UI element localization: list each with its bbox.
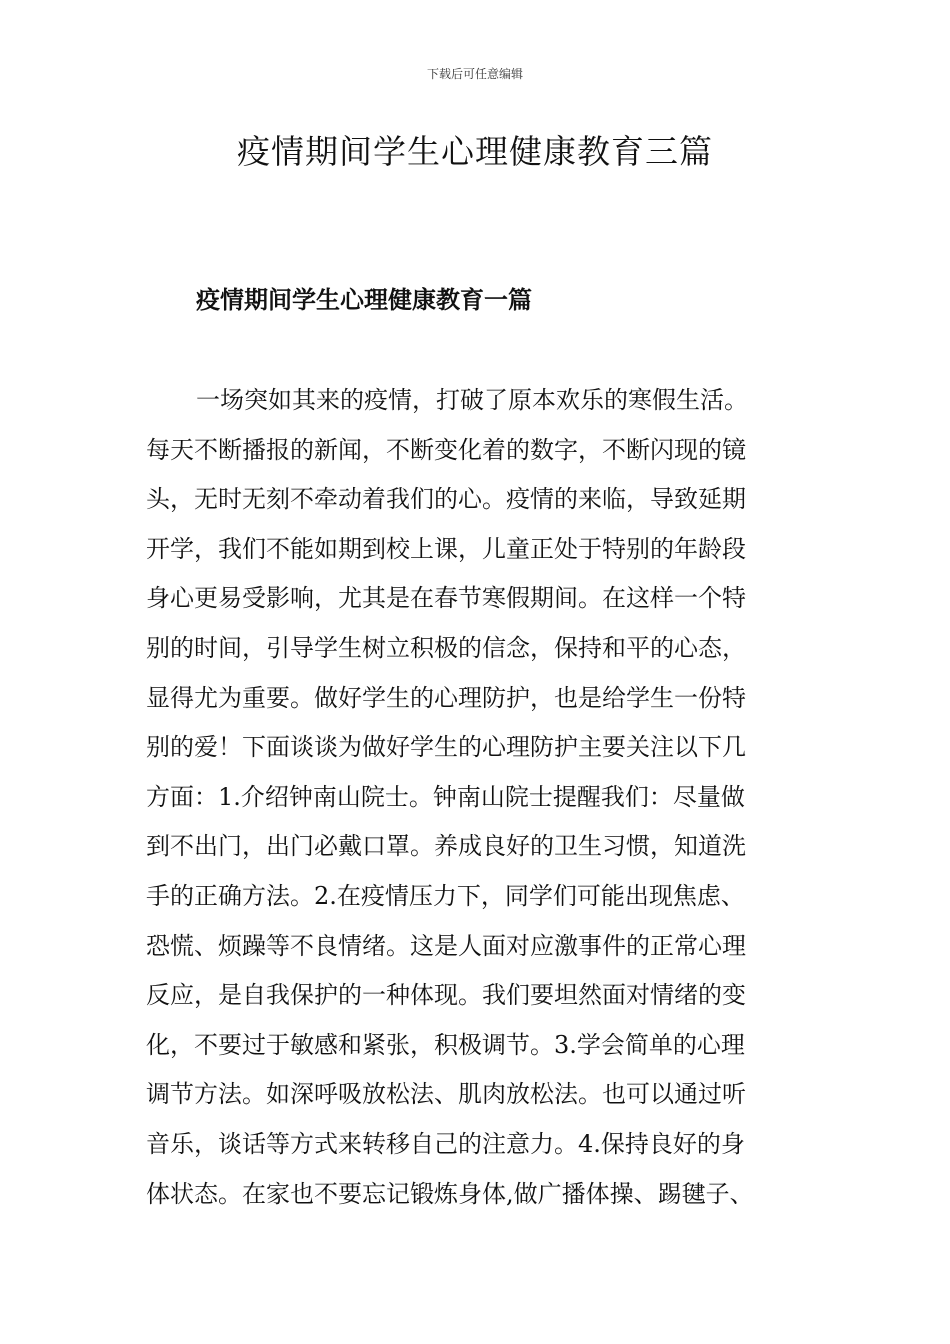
section-subtitle: 疫情期间学生心理健康教育一篇	[196, 285, 532, 314]
paragraph-line: 一场突如其来的疫情，打破了原本欢乐的寒假生活。	[196, 386, 748, 414]
paragraph-line: 身心更易受影响，尤其是在春节寒假期间。在这样一个特	[146, 584, 746, 613]
paragraph-line: 每天不断播报的新闻，不断变化着的数字，不断闪现的镜	[146, 435, 746, 464]
paragraph-line: 显得尤为重要。做好学生的心理防护，也是给学生一份特	[146, 683, 746, 712]
body-paragraph	[146, 376, 810, 1219]
paragraph-line: 反应，是自我保护的一种体现。我们要坦然面对情绪的变	[146, 981, 746, 1010]
paragraph-line: 化，不要过于敏感和紧张，积极调节。3.学会简单的心理	[146, 1030, 745, 1059]
paragraph-line: 手的正确方法。2.在疫情压力下，同学们可能出现焦虑、	[146, 881, 745, 910]
paragraph-line: 别的爱！下面谈谈为做好学生的心理防护主要关注以下几	[146, 733, 746, 762]
paragraph-line: 体状态。在家也不要忘记锻炼身体,做广播体操、踢毽子、	[146, 1179, 754, 1208]
paragraph-line: 开学，我们不能如期到校上课，儿童正处于特别的年龄段	[146, 534, 746, 563]
paragraph-line: 音乐，谈话等方式来转移自己的注意力。4.保持良好的身	[146, 1129, 745, 1158]
paragraph-line: 到不出门，出门必戴口罩。养成良好的卫生习惯，知道洗	[146, 832, 746, 861]
paragraph-line: 头，无时无刻不牵动着我们的心。疫情的来临，导致延期	[146, 485, 746, 514]
paragraph-line: 方面：1.介绍钟南山院士。钟南山院士提醒我们：尽量做	[146, 782, 745, 811]
paragraph-line: 调节方法。如深呼吸放松法、肌肉放松法。也可以通过听	[146, 1080, 746, 1109]
paragraph-line: 别的时间，引导学生树立积极的信念，保持和平的心态，	[146, 633, 746, 662]
header-note: 下载后可任意编辑	[426, 67, 523, 81]
document-title: 疫情期间学生心理健康教育三篇	[237, 132, 713, 171]
paragraph-line: 恐慌、烦躁等不良情绪。这是人面对应激事件的正常心理	[146, 931, 746, 960]
